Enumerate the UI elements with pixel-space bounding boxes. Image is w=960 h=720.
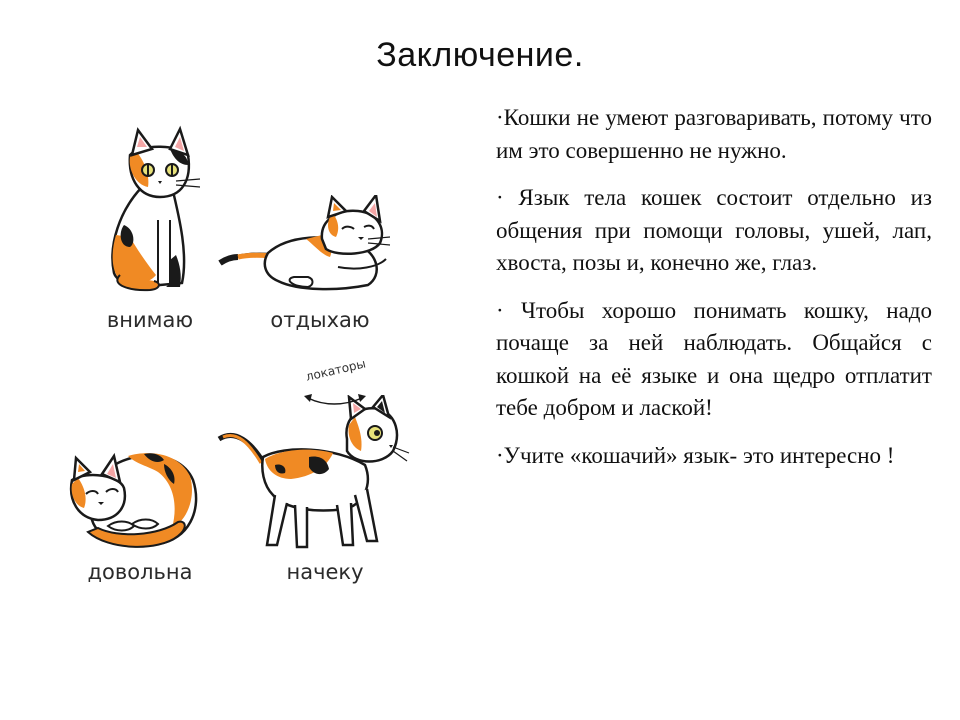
locators-arrow-icon: [300, 386, 370, 408]
paragraph-4: ·Учите «кошачий» язык- это интересно !: [496, 442, 895, 468]
caption-attentive: внимаю: [106, 308, 194, 332]
paragraph-2: · Язык тела кошек состоит отдельно из общения при помощи головы, ушей, лап, хвоста, позы и, конечно же, глаз.: [496, 185, 932, 275]
cat-content-illustration: [68, 440, 203, 555]
locators-label: локаторы: [304, 356, 368, 384]
caption-content: довольна: [87, 560, 193, 584]
cat-alert-illustration: [215, 395, 410, 555]
paragraph-1: ·Кошки не умеют разговаривать, потому что им это совершенно не нужно.: [496, 105, 932, 163]
conclusion-text: [496, 102, 932, 487]
paragraph-3: · Чтобы хорошо понимать кошку, надо почаще за ней наблюдать. Общайся с кошкой на её языке и она щедро отплатит тебе добром и лаской!: [496, 297, 932, 420]
cat-resting-illustration: [218, 195, 393, 295]
cat-attentive-illustration: [100, 125, 210, 295]
page-title: Заключение.: [376, 36, 584, 74]
caption-alert: начеку: [286, 560, 364, 584]
caption-resting: отдыхаю: [270, 308, 370, 332]
